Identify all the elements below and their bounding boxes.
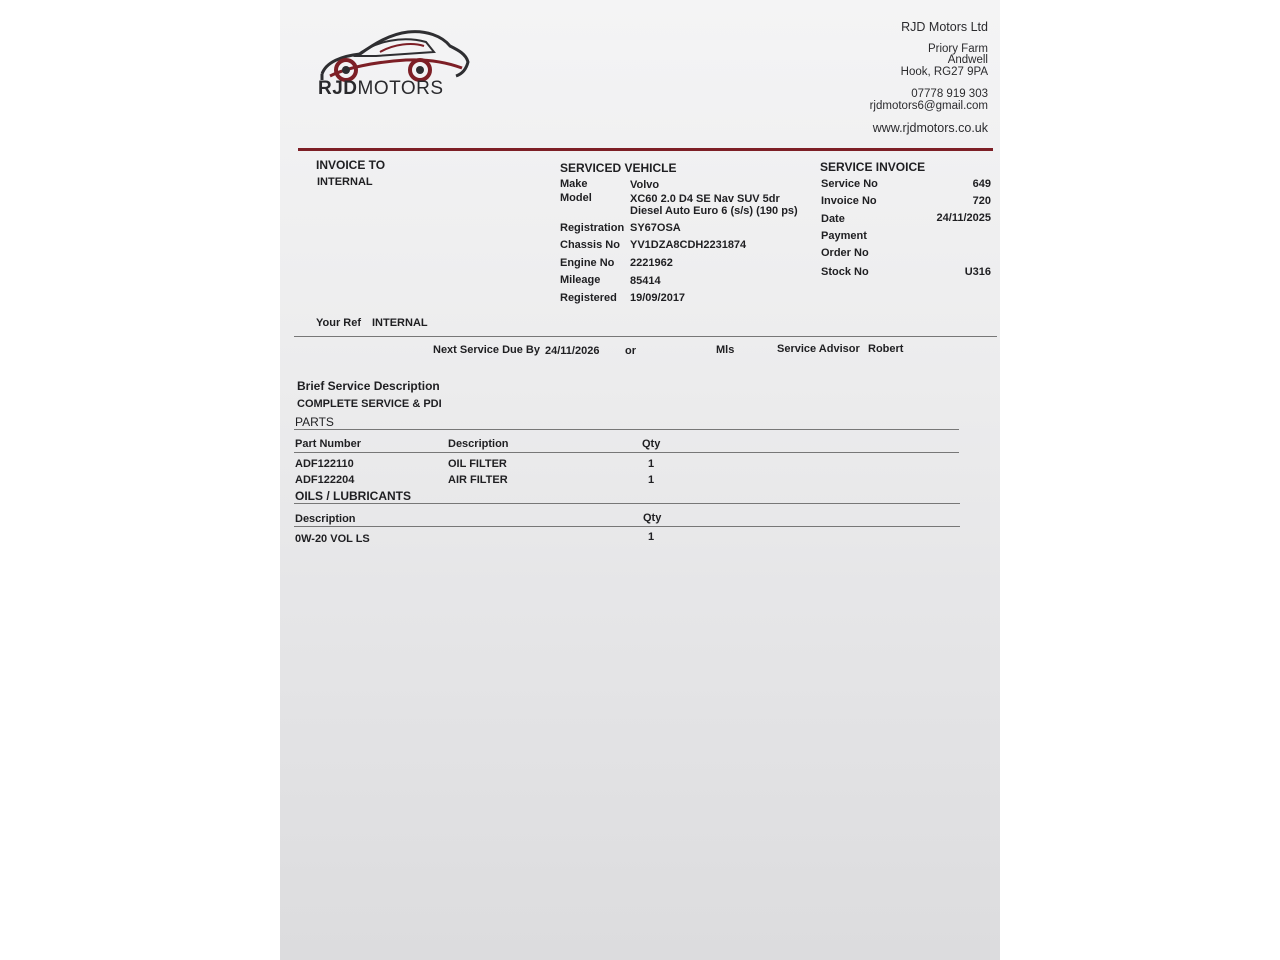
model-value-line1: XC60 2.0 D4 SE Nav SUV 5dr (630, 193, 780, 205)
parts-top-rule (294, 429, 959, 430)
part-description: AIR FILTER (448, 474, 508, 486)
invoice-to-name: INTERNAL (317, 176, 373, 188)
logo-text-bold: RJD (318, 78, 358, 99)
address-line-1: Priory Farm (927, 42, 988, 55)
model-label: Model (560, 192, 592, 204)
oils-col-qty: Qty (643, 512, 662, 524)
part-number: ADF122204 (295, 474, 355, 486)
make-label: Make (560, 178, 588, 190)
date-value: 24/11/2025 (936, 212, 991, 224)
service-no-label: Service No (821, 178, 878, 190)
parts-col-qty: Qty (642, 438, 661, 450)
order-no-label: Order No (821, 247, 869, 259)
oils-heading: OILS / LUBRICANTS (295, 489, 411, 503)
invoice-no-label: Invoice No (821, 195, 877, 207)
company-name: RJD Motors Ltd (901, 20, 988, 34)
section-divider (294, 336, 997, 337)
stock-no-label: Stock No (821, 266, 869, 278)
service-advisor-label: Service Advisor (777, 343, 860, 355)
serviced-vehicle-heading: SERVICED VEHICLE (560, 161, 677, 175)
mileage-value: 85414 (630, 275, 661, 287)
logo-text-light: MOTORS (357, 78, 444, 99)
stock-no-value: U316 (964, 266, 991, 278)
brief-description-heading: Brief Service Description (297, 379, 440, 393)
service-no-value: 649 (972, 178, 991, 190)
oils-top-rule (294, 503, 960, 504)
engine-label: Engine No (560, 257, 615, 269)
company-logo-text (318, 78, 444, 100)
service-advisor-value: Robert (868, 343, 904, 355)
address-line-3: Hook, RG27 9PA (900, 65, 988, 78)
part-number: ADF122110 (295, 458, 354, 470)
parts-heading: PARTS (295, 415, 334, 429)
registered-value: 19/09/2017 (630, 292, 686, 304)
service-invoice-heading: SERVICE INVOICE (820, 160, 926, 174)
header-divider (298, 148, 993, 151)
part-description: OIL FILTER (448, 458, 507, 470)
parts-col-part-number: Part Number (295, 438, 362, 450)
invoice-to-heading: INVOICE TO (316, 158, 386, 172)
invoice-paper (280, 0, 1000, 960)
oil-qty: 1 (648, 531, 655, 543)
brief-description-text: COMPLETE SERVICE & PDI (297, 398, 442, 410)
invoice-no-value: 720 (972, 195, 991, 207)
next-service-date: 24/11/2026 (545, 345, 600, 357)
payment-label: Payment (821, 230, 867, 242)
mileage-label: Mileage (560, 274, 601, 286)
chassis-label: Chassis No (560, 239, 620, 251)
your-ref-value: INTERNAL (372, 317, 428, 329)
parts-header-rule (294, 452, 959, 453)
address-line-2: Andwell (947, 54, 988, 66)
registration-value: SY67OSA (630, 222, 681, 234)
parts-col-description: Description (448, 438, 509, 450)
chassis-value: YV1DZA8CDH2231874 (630, 239, 747, 251)
company-email: rjdmotors6@gmail.com (869, 99, 988, 112)
model-value-line2: Diesel Auto Euro 6 (s/s) (190 ps) (630, 205, 798, 217)
your-ref-label: Your Ref (316, 317, 362, 329)
part-qty: 1 (648, 474, 655, 486)
next-service-label: Next Service Due By (433, 344, 540, 356)
company-details (870, 22, 988, 135)
make-value: Volvo (630, 179, 660, 191)
company-phone: 07778 919 303 (911, 88, 988, 100)
registered-label: Registered (560, 292, 617, 304)
next-service-mls: Mls (716, 344, 735, 356)
oil-description: 0W-20 VOL LS (295, 533, 370, 545)
date-label: Date (821, 213, 845, 225)
oils-col-description: Description (295, 513, 356, 525)
registration-label: Registration (560, 222, 625, 234)
part-qty: 1 (648, 458, 655, 470)
oils-header-rule (294, 526, 960, 527)
company-website: www.rjdmotors.co.uk (872, 121, 988, 135)
engine-value: 2221962 (630, 257, 673, 269)
next-service-or: or (625, 345, 636, 357)
